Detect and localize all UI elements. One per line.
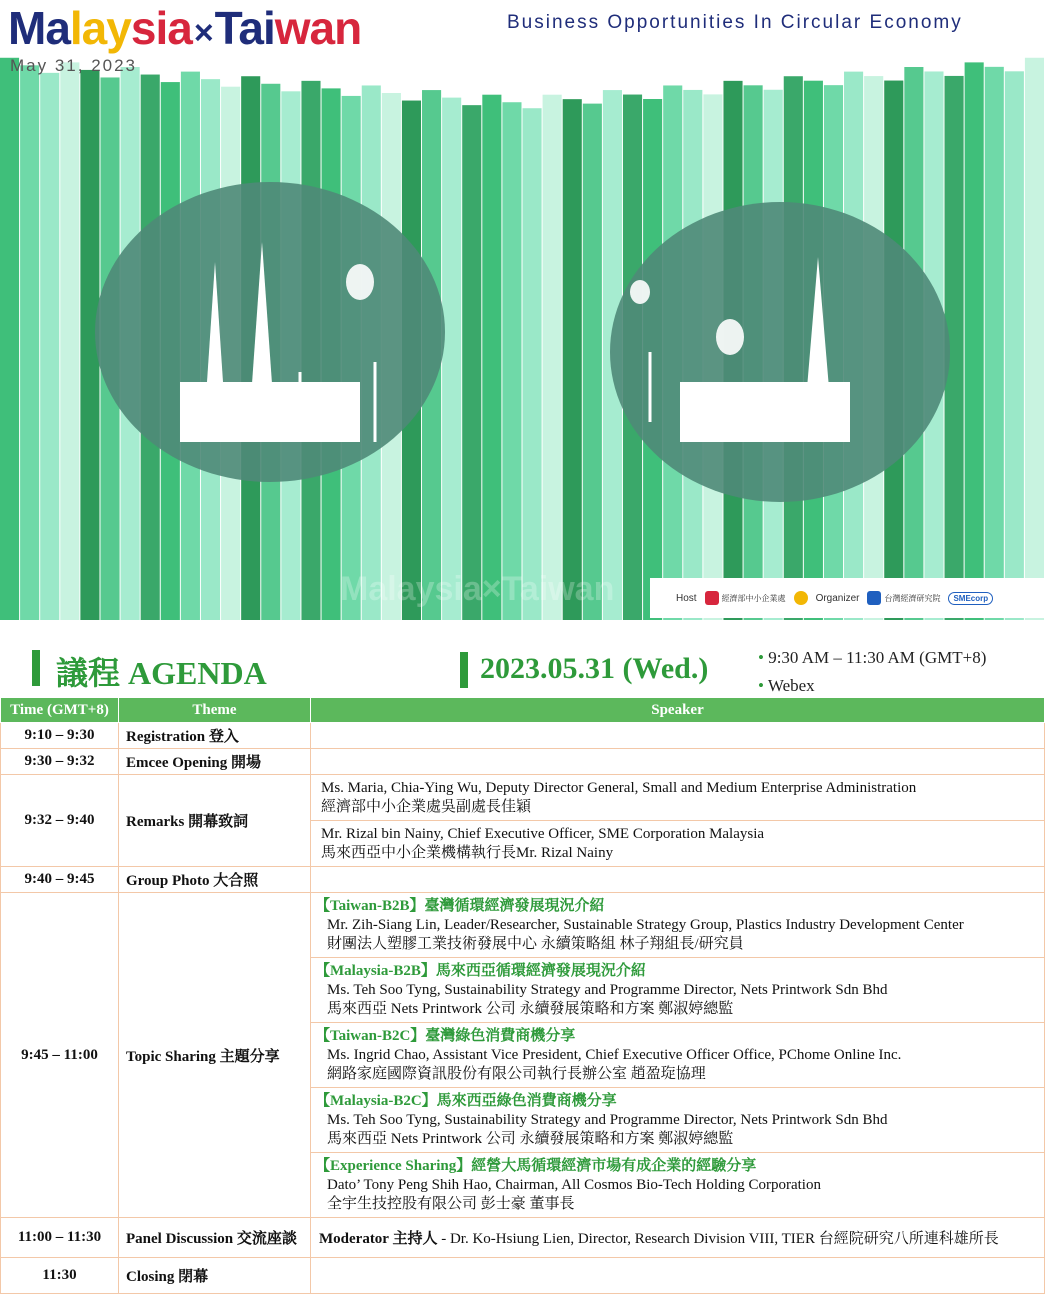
row-theme: Group Photo 大合照 (119, 867, 311, 893)
sme-admin-logo (705, 591, 786, 605)
title-ma: Ma (8, 2, 70, 54)
organizer-label: Organizer (815, 592, 860, 604)
decor-bar (442, 98, 461, 620)
moderator-label: Moderator 主持人 (319, 1231, 438, 1247)
speaker-entry (311, 821, 1044, 866)
tier-mark-icon (867, 591, 881, 605)
table-header-row (1, 698, 1045, 723)
agenda-time-line (758, 644, 986, 672)
row-speaker (311, 893, 1045, 1218)
header-time: Time (GMT+8) (1, 698, 119, 723)
row-time: 9:30 – 9:32 (1, 749, 119, 775)
speaker-name-en: Ms. Teh Soo Tyng, Sustainability Strategy and Programme Director, Nets Printwork Sdn Bhd (327, 1112, 888, 1128)
event-title (8, 2, 361, 59)
topic-entry (311, 958, 1044, 1023)
topic-entry (311, 893, 1044, 958)
speaker-name-zh: 網路家庭國際資訊股份有限公司執行長辦公室 趙盈琁協理 (327, 1066, 706, 1082)
row-time: 11:30 (1, 1258, 119, 1294)
row-speaker (311, 1218, 1045, 1258)
date-title-bar (460, 652, 468, 688)
title-wan: wan (274, 2, 362, 54)
table-row (1, 1218, 1045, 1258)
speaker-name-zh: 經濟部中小企業處吳副處長佳穎 (321, 799, 532, 815)
row-time: 9:10 – 9:30 (1, 723, 119, 749)
smecorp-logo: SMEcorp (948, 592, 993, 605)
decor-bar (462, 105, 481, 620)
tier-logo-text: 台灣經濟研究院 (884, 593, 941, 603)
agenda-platform-line (758, 672, 986, 700)
decor-bar (20, 65, 39, 620)
decor-bar (1005, 71, 1024, 620)
topic-entry (311, 1088, 1044, 1153)
moderator-text: - Dr. Ko-Hsiung Lien, Director, Research Division VIII, TIER 台經院研究八所連科雄所長 (437, 1231, 999, 1247)
row-speaker (311, 723, 1045, 749)
speaker-name-zh: 馬來西亞 Nets Printwork 公司 永續發展策略和方案 鄭淑婷總監 (327, 1131, 734, 1147)
row-theme: Emcee Opening 開場 (119, 749, 311, 775)
agenda-platform: Webex (767, 676, 815, 695)
row-time: 9:45 – 11:00 (1, 893, 119, 1218)
topic-tag: 【Taiwan-B2B】臺灣循環經濟發展現況介紹 (315, 898, 605, 914)
decor-bar (985, 67, 1004, 620)
topic-entry (311, 1023, 1044, 1088)
tier-logo (867, 591, 940, 605)
circular-economy-artwork (0, 52, 1045, 620)
decor-bar (502, 102, 521, 620)
decor-bar (543, 95, 562, 620)
table-row (1, 1258, 1045, 1294)
row-speaker (311, 749, 1045, 775)
row-theme: Topic Sharing 主題分享 (119, 893, 311, 1218)
speaker-name-zh: 財團法人塑膠工業技術發展中心 永續策略組 林子翔組長/研究員 (327, 936, 744, 952)
speaker-name-en: Mr. Rizal bin Nainy, Chief Executive Officer, SME Corporation Malaysia (321, 826, 765, 842)
sme-admin-mark-icon (705, 591, 719, 605)
speaker-entry (311, 775, 1044, 821)
table-row (1, 867, 1045, 893)
agenda-time: 9:30 AM – 11:30 AM (GMT+8) (768, 648, 987, 667)
row-speaker (311, 775, 1045, 867)
agenda-table (0, 697, 1045, 1294)
agenda-title: 議程 AGENDA (56, 655, 267, 691)
decor-bar (563, 99, 582, 620)
speaker-name-zh: 馬來西亞中小企業機構執行長Mr. Rizal Nainy (321, 845, 614, 861)
speaker-name-zh: 全宇生技控股有限公司 彭士豪 董事長 (327, 1196, 575, 1212)
agenda-meta (758, 644, 986, 700)
event-date-banner: May 31, 2023 (10, 56, 138, 75)
decor-bar (523, 108, 542, 620)
topic-entry (311, 1153, 1044, 1217)
speaker-name-en: Ms. Maria, Chia-Ying Wu, Deputy Director General, Small and Medium Enterprise Administration (321, 780, 917, 796)
agenda-date: 2023.05.31 (Wed.) (480, 652, 709, 685)
speaker-name-zh: 馬來西亞 Nets Printwork 公司 永續發展策略和方案 鄭淑婷總監 (327, 1001, 734, 1017)
decor-bar (482, 95, 501, 620)
title-tai: Tai (214, 2, 275, 54)
speaker-name-en: Ms. Teh Soo Tyng, Sustainability Strategy and Programme Director, Nets Printwork Sdn Bhd (327, 982, 888, 998)
title-x: × (193, 14, 213, 52)
host-label: Host (676, 592, 697, 604)
topic-tag: 【Experience Sharing】經營大馬循環經濟市場有成企業的經驗分享 (315, 1158, 757, 1174)
row-speaker (311, 867, 1045, 893)
row-time: 9:32 – 9:40 (1, 775, 119, 867)
event-subtitle: Business Opportunities In Circular Economy (507, 12, 963, 33)
speaker-name-en: Ms. Ingrid Chao, Assistant Vice President, Chief Executive Officer Office, PChome Online Inc. (327, 1047, 902, 1063)
table-row (1, 775, 1045, 867)
decor-bar (583, 104, 602, 620)
decor-bar (1025, 58, 1044, 620)
speaker-name-en: Mr. Zih-Siang Lin, Leader/Researcher, Sustainable Strategy Group, Plastics Industry Development Center (327, 917, 964, 933)
bullet-icon: • (758, 676, 764, 695)
row-theme: Registration 登入 (119, 723, 311, 749)
decor-bar (40, 73, 59, 620)
banner-watermark: Malaysia×Taiwan (340, 570, 615, 608)
row-theme: Panel Discussion 交流座談 (119, 1218, 311, 1258)
table-row (1, 723, 1045, 749)
bullet-icon: • (758, 648, 764, 667)
row-time: 11:00 – 11:30 (1, 1218, 119, 1258)
row-speaker (311, 1258, 1045, 1294)
table-row (1, 893, 1045, 1218)
title-sia: sia (130, 2, 192, 54)
topic-tag: 【Malaysia-B2C】馬來西亞綠色消費商機分享 (315, 1093, 617, 1109)
speaker-name-en: Dato’ Tony Peng Shih Hao, Chairman, All Cosmos Bio-Tech Holding Corporation (327, 1177, 821, 1193)
header-theme: Theme (119, 698, 311, 723)
decor-bar (965, 62, 984, 620)
agenda-title-bar (32, 650, 40, 686)
table-row (1, 749, 1045, 775)
malaysia-crest-icon (794, 591, 808, 605)
decor-bar (60, 62, 79, 620)
decor-bar (0, 58, 19, 620)
row-theme: Remarks 開幕致詞 (119, 775, 311, 867)
row-time: 9:40 – 9:45 (1, 867, 119, 893)
topic-tag: 【Malaysia-B2B】馬來西亞循環經濟發展現況介紹 (315, 963, 646, 979)
row-theme: Closing 閉幕 (119, 1258, 311, 1294)
topic-tag: 【Taiwan-B2C】臺灣綠色消費商機分享 (315, 1028, 576, 1044)
sponsor-logos (650, 578, 1045, 618)
event-banner (0, 0, 1045, 620)
header-speaker: Speaker (311, 698, 1045, 723)
title-lay: lay (69, 2, 131, 54)
sme-admin-logo-text: 經濟部中小企業處 (721, 593, 786, 603)
